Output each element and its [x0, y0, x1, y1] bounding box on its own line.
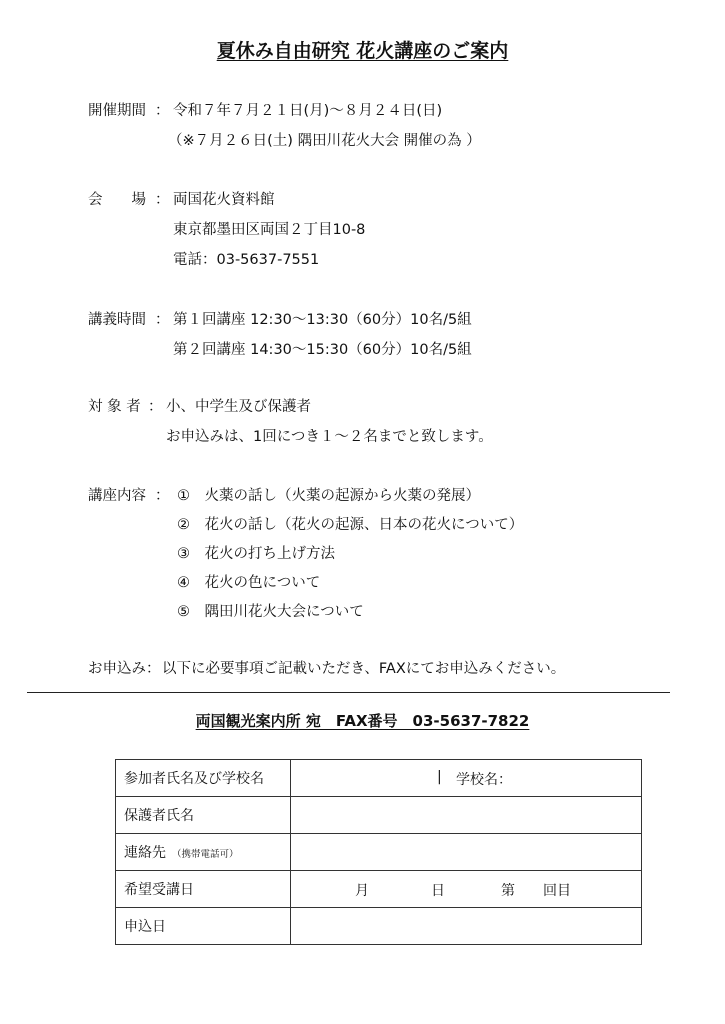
venue-address: 東京都墨田区両国２丁目10-8: [173, 222, 366, 238]
fax-heading-text: 両国観光案内所 宛 FAX番号 03-5637-7822: [195, 712, 530, 730]
school-name-label: 学校名：: [456, 772, 512, 788]
contact-note: （携帯電話可）: [172, 849, 239, 860]
preferred-date-label: 希望受講日: [116, 871, 291, 908]
lecture-time-colon: ：: [155, 312, 170, 328]
contents-label: 講座内容: [88, 488, 146, 504]
form-row-application-date: [116, 908, 642, 945]
lecture-time-label: 講義時間: [88, 312, 146, 328]
period-label: 開催期間: [88, 103, 146, 119]
application-text: 以下に必要事項ご記載いただき、FAXにてお申込みください。: [162, 661, 566, 677]
application-date-field[interactable]: [291, 908, 642, 945]
venue-phone: 電話：03-5637-7551: [173, 252, 320, 268]
section-divider: [27, 692, 670, 693]
contact-label-cell: [116, 834, 291, 871]
target-colon: ：: [148, 399, 163, 415]
contents-item-2: ② 花火の話し（花火の起源、日本の花火について）: [177, 517, 524, 533]
form-row-participant: [116, 760, 642, 797]
venue-label: 会 場: [88, 192, 146, 208]
page-title: [0, 36, 725, 63]
form-row-guardian: [116, 797, 642, 834]
session-suffix-label: 回目: [543, 883, 571, 899]
application-label: お申込み：: [88, 661, 161, 677]
lecture-session-2: 第２回講座 14:30～15:30（60分）10名/5組: [173, 342, 472, 358]
period-value: 令和７年７月２１日(月)～８月２４日(日): [173, 103, 443, 119]
participant-divider-bar: |: [437, 769, 442, 785]
guardian-field[interactable]: [291, 797, 642, 834]
contact-label: 連絡先: [124, 845, 166, 861]
contents-colon: ：: [155, 488, 170, 504]
contents-item-1: ① 火薬の話し（火薬の起源から火薬の発展）: [177, 488, 480, 504]
day-label: 日: [431, 883, 445, 899]
application-form-table: [115, 759, 642, 945]
form-row-contact: [116, 834, 642, 871]
target-label: 対 象 者: [88, 399, 141, 415]
target-value: 小、中学生及び保護者: [166, 399, 311, 415]
session-prefix-label: 第: [501, 883, 515, 899]
month-label: 月: [355, 883, 369, 899]
lecture-session-1: 第１回講座 12:30～13:30（60分）10名/5組: [173, 312, 472, 328]
application-date-label: 申込日: [116, 908, 291, 945]
target-note: お申込みは、1回につき１～２名までと致します。: [166, 429, 493, 445]
contents-item-3: ③ 花火の打ち上げ方法: [177, 546, 335, 562]
contents-item-5: ⑤ 隅田川花火大会について: [177, 604, 364, 620]
contents-item-4: ④ 花火の色について: [177, 575, 321, 591]
venue-name: 両国花火資料館: [173, 192, 275, 208]
page-title-text: 夏休み自由研究 花火講座のご案内: [216, 40, 509, 62]
participant-label: 参加者氏名及び学校名: [116, 760, 291, 797]
venue-colon: ：: [155, 192, 170, 208]
fax-heading: [0, 710, 725, 731]
form-row-preferred-date: [116, 871, 642, 908]
guardian-label: 保護者氏名: [116, 797, 291, 834]
period-note: （※７月２６日(土) 隅田川花火大会 開催の為 ）: [168, 133, 481, 149]
period-colon: ：: [155, 103, 170, 119]
contact-field[interactable]: [291, 834, 642, 871]
participant-field[interactable]: [291, 760, 642, 797]
preferred-date-field[interactable]: [291, 871, 642, 908]
